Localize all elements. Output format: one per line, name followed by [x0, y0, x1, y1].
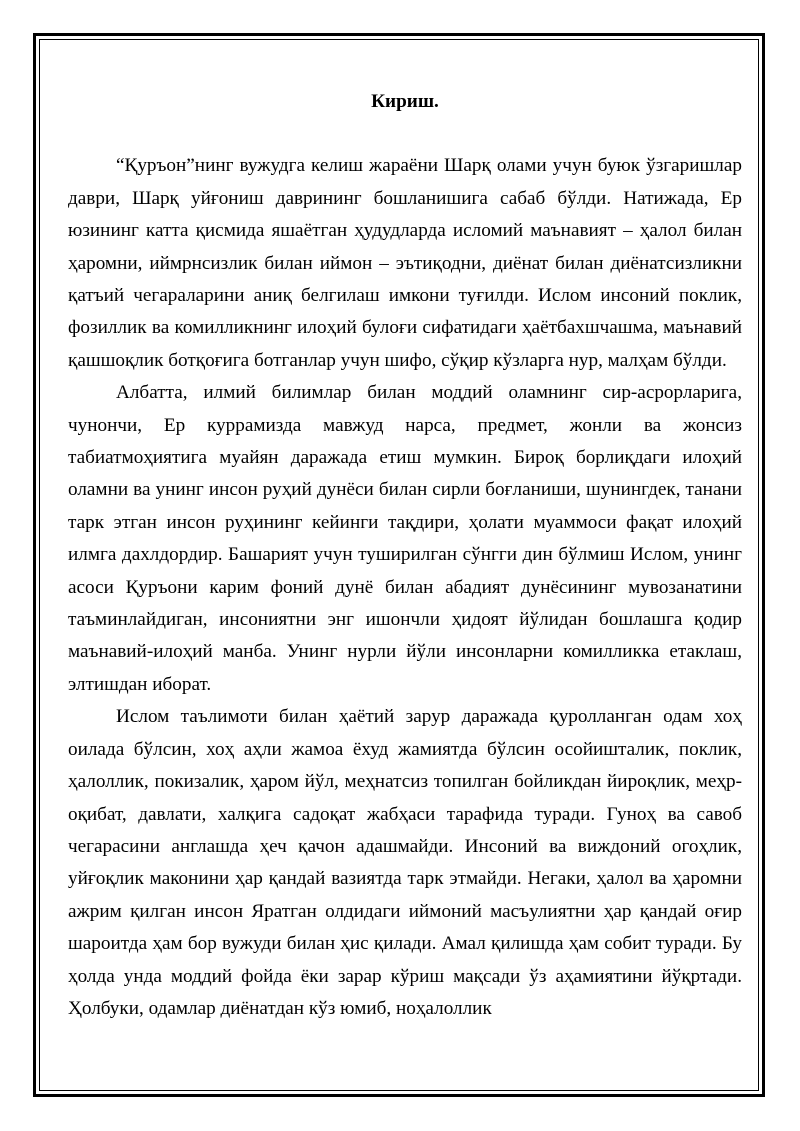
- paragraph-2: Албатта, илмий билимлар билан моддий оламнинг сир-асрорларига, чунончи, Ер куррамизда мавжуд нарса, предмет, жонли ва жонсиз табиатмоҳиятига муайян даражада етиш мумкин. Бироқ борлиқдаги илоҳий оламни ва унинг инсон руҳий дунёси билан сирли боғланиши, шунингдек, танани тарк этган инсон руҳининг кейинги тақдири, ҳолати муаммоси фақат илоҳий илмга дахлдордир. Башарият учун туширилган сўнгги дин бўлмиш Ислом, унинг асоси Қуръони карим фоний дунё билан абадият дунёсининг мувозанатини таъминлайдиган, инсониятни энг ишончли ҳидоят йўлидан бошлашга қодир маънавий-илоҳий манба. Унинг нурли йўли инсонларни комилликка етаклаш, элтишдан иборат.: [68, 382, 742, 695]
- paragraph-1: “Қуръон”нинг вужудга келиш жараёни Шарқ олами учун буюк ўзгаришлар даври, Шарқ уйғониш даврининг бошланишига сабаб бўлди. Натижада, Ер юзининг катта қисмида яшаётган ҳудудларда исломий маънавият – ҳалол билан ҳаромни, иймрнсизлик билан иймон – эътиқодни, диёнат билан диёнатсизликни қатъий чегараларини аниқ белгилаш имкони туғилди. Ислом инсоний поклик, фозиллик ва комилликнинг илоҳий булоғи сифатидаги ҳаётбахшчашма, маънавий қашшоқлик ботқоғига ботганлар учун шифо, сўқир кўзларга нур, малҳам бўлди.: [68, 155, 742, 371]
- paragraph-3: Ислом таълимоти билан ҳаётий зарур даражада қуролланган одам хоҳ оилада бўлсин, хоҳ аҳли жамоа ёхуд жамиятда бўлсин осойишталик, поклик, ҳалоллик, покизалик, ҳаром йўл, меҳнатсиз топилган бойликдан йироқлик, меҳр-оқибат, давлати, халқига садоқат жабҳаси тарафида туради. Гуноҳ ва савоб чегарасини англашда ҳеч қачон адашмайди. Инсоний ва виждоний огоҳлик, уйғоқлик маконини ҳар қандай вазиятда тарк этмайди. Негаки, ҳалол ва ҳаромни ажрим қилган инсон Яратган олдидаги иймоний масъулиятни ҳар қандай оғир шароитда ҳам бор вужуди билан ҳис қилади. Амал қилишда ҳам собит туради. Бу ҳолда унда моддий фойда ёки зарар кўриш мақсади ўз аҳамиятини йўқртади. Ҳолбуки, одамлар диёнатдан кўз юмиб, ноҳалоллик: [68, 706, 742, 1019]
- document-body: [68, 86, 742, 1025]
- page-title: Кириш.: [371, 91, 439, 112]
